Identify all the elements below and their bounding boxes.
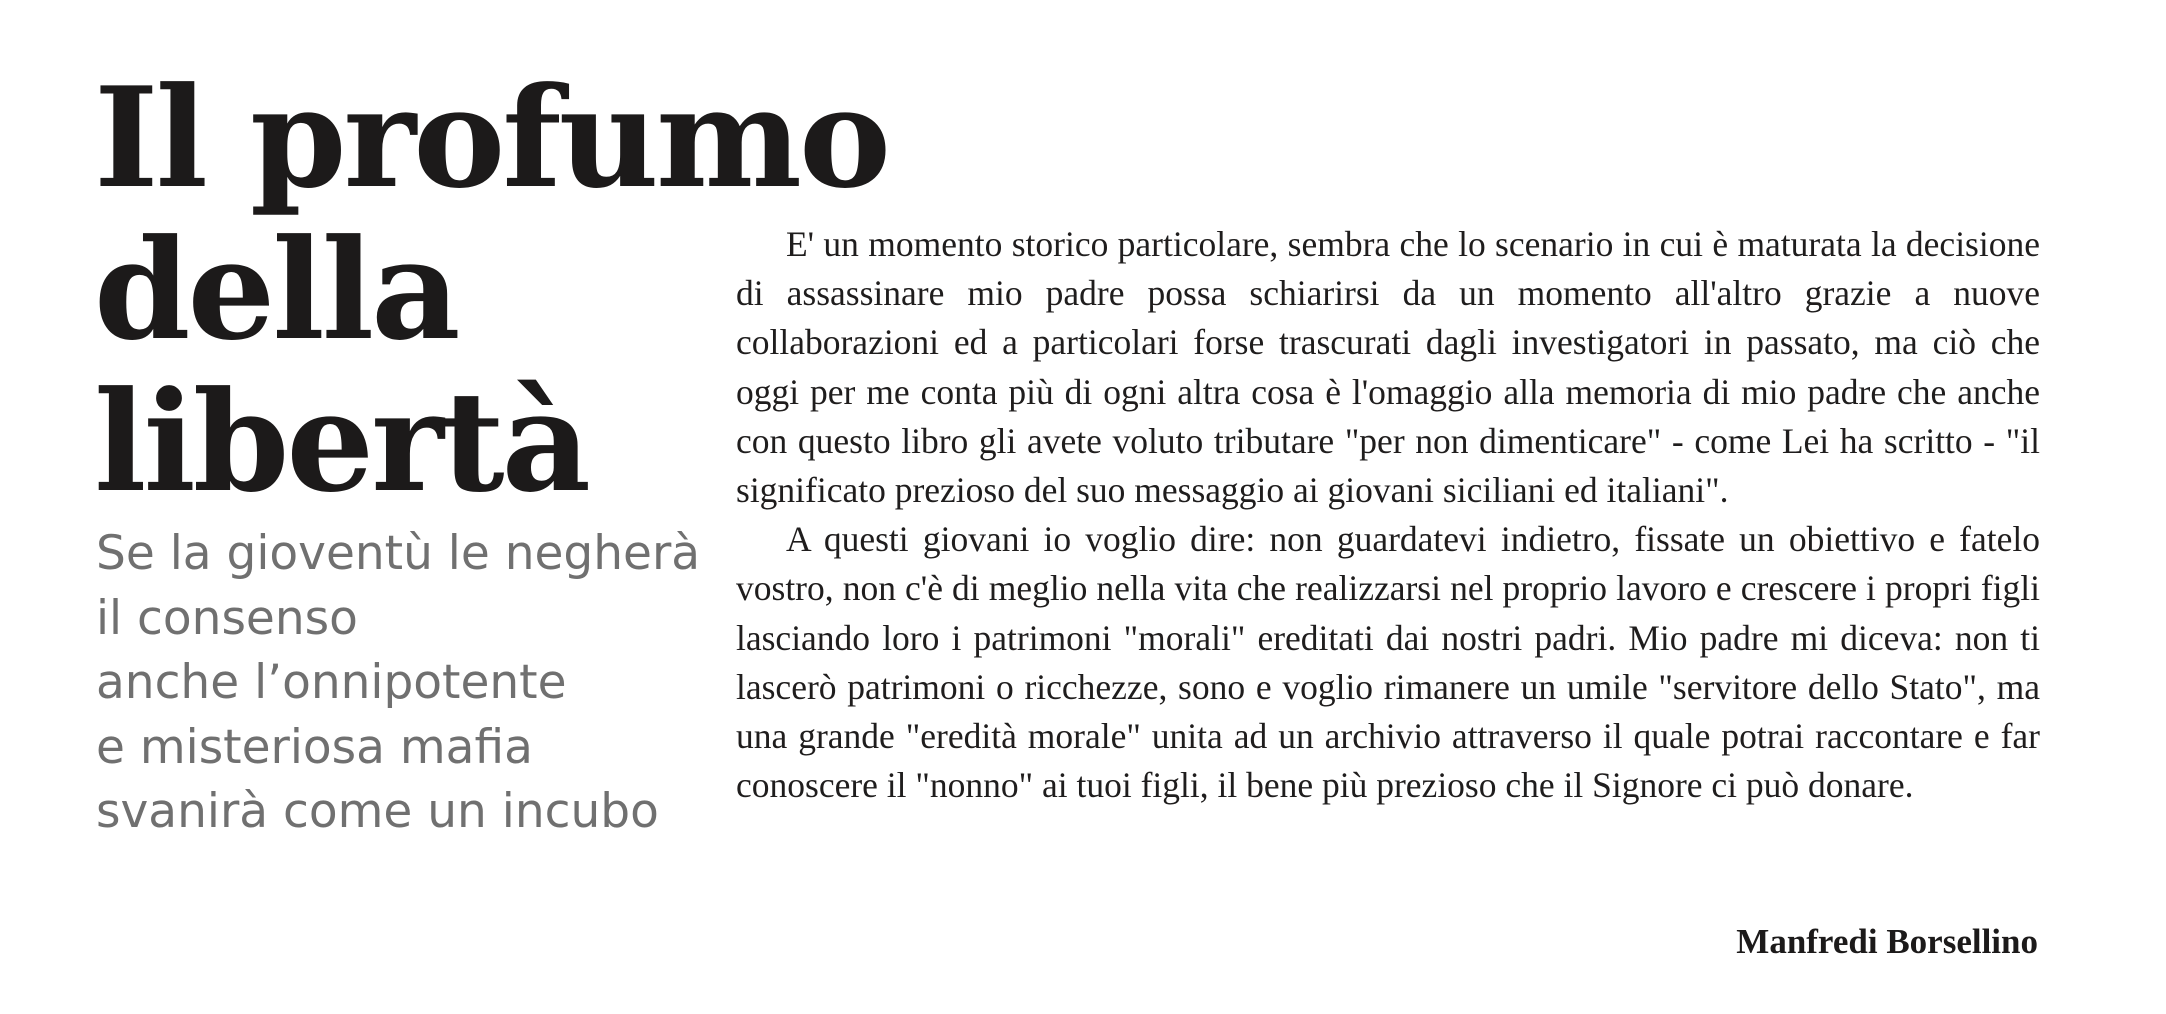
article-body: [736, 220, 2040, 810]
quote-line-3: anche l’onnipotente: [96, 655, 567, 710]
quote-line-2: il consenso: [96, 590, 358, 646]
body-paragraph-2: A questi giovani io voglio dire: non guardatevi indietro, fissate un obiettivo e fatelo vostro, non c'è di meglio nella vita che realizzarsi nel proprio lavoro e crescere i propri figli lasciando loro i patrimoni "morali" ereditati dai nostri padri. Mio padre mi diceva: non ti lascerò patrimoni o ricchezze, sono e voglio rimanere un umile "servitore dello Stato", ma una grande "eredità morale" unita ad un archivio attraverso il quale potrai raccontare e far conoscere il "nonno" ai tuoi figli, il bene più prezioso che il Signore ci può donare.: [736, 519, 2040, 806]
author-signature: Manfredi Borsellino: [1736, 922, 2038, 961]
body-paragraph-1: E' un momento storico particolare, sembra che lo scenario in cui è maturata la decisione di assassinare mio padre possa schiarirsi da un momento all'altro grazie a nuove collaborazioni ed a particolari forse trascurati dagli investigatori in passato, ma ciò che oggi per me conta più di ogni altra cosa è l'omaggio alla memoria di mio padre che anche con questo libro gli avete voluto tributare "per non dimenticare" - come Lei ha scritto - "il significato prezioso del suo messaggio ai giovani siciliani ed italiani".: [736, 224, 2040, 511]
title-line-3: libertà: [94, 360, 589, 523]
title-line-2: della: [94, 208, 458, 371]
quote-line-4: e misteriosa mafia: [96, 719, 533, 775]
quote-line-5: svanirà come un incubo: [96, 784, 659, 839]
pull-quote: [96, 522, 701, 845]
quote-line-1: Se la gioventù le negherà: [96, 526, 701, 581]
title-line-1: Il profumo: [94, 56, 889, 219]
